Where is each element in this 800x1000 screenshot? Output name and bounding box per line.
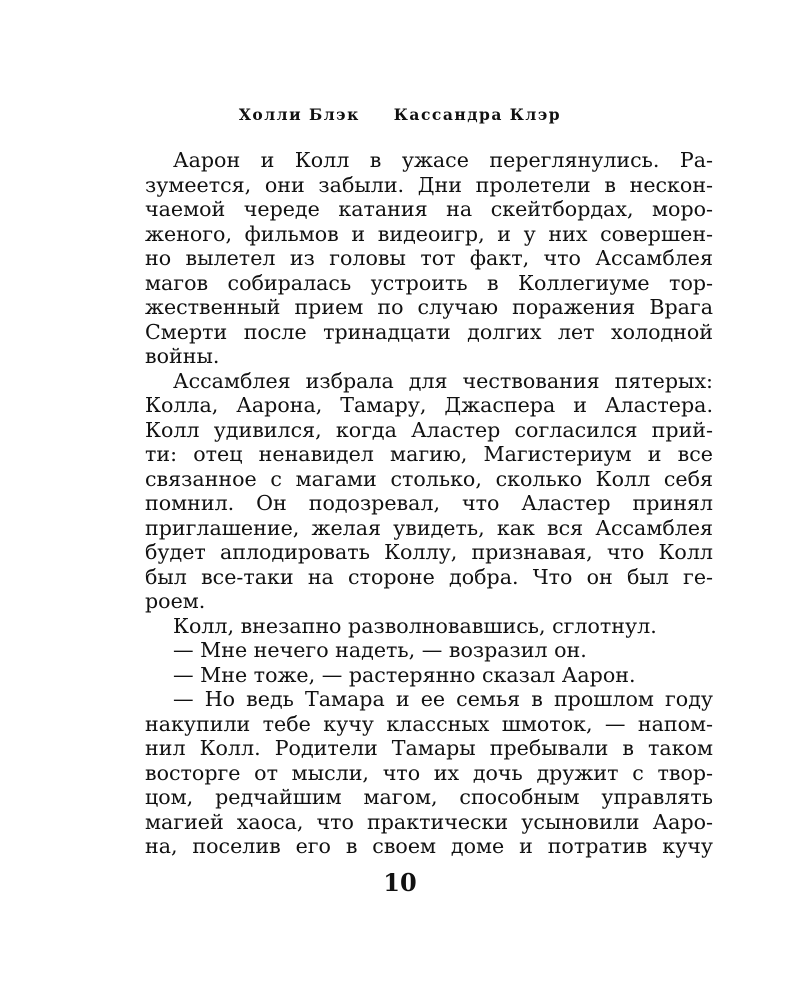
text-line: — Мне тоже, — растерянно сказал Аарон. — [173, 662, 636, 687]
text-line: Смерти после тринадцати долгих лет холодной — [145, 319, 713, 344]
text-line: магов собиралась устроить в Коллегиуме тор- — [145, 270, 713, 295]
text-line: накупили тебе кучу классных шмоток, — напом- — [145, 711, 713, 736]
text-line: восторге от мысли, что их дочь дружит с твор- — [145, 760, 713, 785]
text-line: жественный прием по случаю поражения Врага — [145, 295, 713, 319]
text-line: зумеется, они забыли. Дни пролетели в нескон- — [145, 172, 713, 197]
running-header — [0, 105, 800, 124]
page-number: 10 — [383, 868, 417, 897]
text-line: магией хаоса, что практически усыновили Ааро- — [145, 809, 713, 834]
text-line: — Но ведь Тамара и ее семья в прошлом году — [173, 687, 713, 711]
text-line: Ассамблея избрала для чествования пятерых: — [173, 368, 713, 393]
header-author-2: Кассандра Клэр — [393, 105, 562, 124]
text-line: нил Колл. Родители Тамары пребывали в таком — [145, 736, 713, 760]
text-line: женого, фильмов и видеоигр, и у них совершен- — [145, 221, 713, 246]
text-line: Аарон и Колл в ужасе переглянулись. Ра- — [173, 148, 713, 172]
body-text — [145, 148, 713, 859]
text-line: Колл, внезапно разволновавшись, сглотнул. — [173, 613, 657, 638]
text-line: помнил. Он подозревал, что Аластер принял — [145, 491, 713, 515]
text-line: Колла, Аарона, Тамару, Джаспера и Аластера. — [145, 393, 713, 417]
text-line: будет аплодировать Коллу, признавая, что Колл — [145, 540, 713, 564]
text-line: но вылетел из головы тот факт, что Ассамблея — [145, 246, 713, 270]
text-line: — Мне нечего надеть, — возразил он. — [173, 638, 587, 662]
text-line: связанное с магами столько, сколько Колл себя — [145, 466, 713, 491]
text-line: чаемой череде катания на скейтбордах, моро- — [145, 197, 713, 221]
text-line: войны. — [145, 344, 220, 368]
text-line: на, поселив его в своем доме и потратив кучу — [145, 834, 713, 858]
text-line: ти: отец ненавидел магию, Магистериум и все — [145, 442, 713, 466]
text-line: цом, редчайшим магом, способным управлять — [145, 785, 713, 809]
text-line: был все-таки на стороне добра. Что он был ге- — [145, 564, 713, 589]
header-author-1: Холли Блэк — [238, 105, 360, 124]
text-line: приглашение, желая увидеть, как вся Ассамблея — [145, 515, 713, 540]
text-line: роем. — [145, 589, 206, 613]
text-line: Колл удивился, когда Аластер согласился прий- — [145, 417, 713, 442]
